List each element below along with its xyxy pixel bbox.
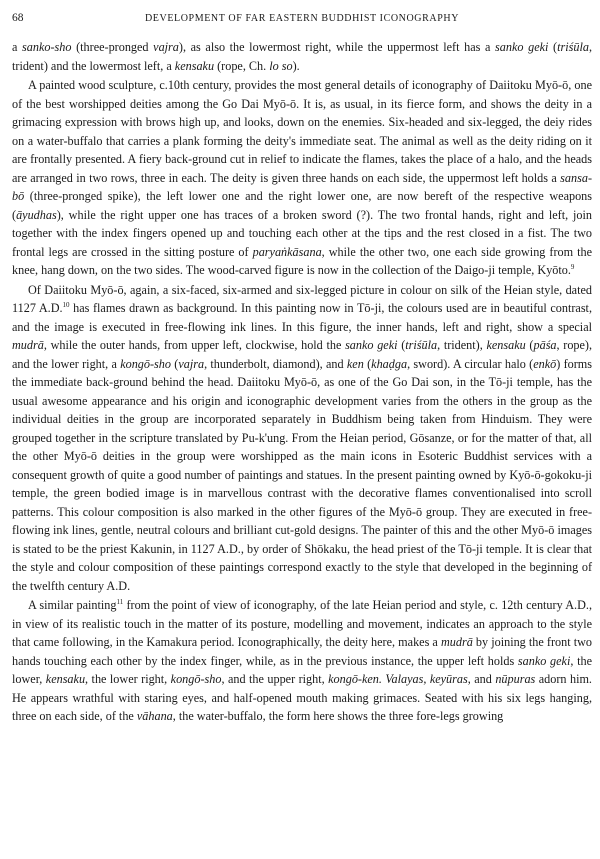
page-number: 68 [12,12,24,24]
italic-term: triśūla [405,338,438,352]
text-run: (rope, Ch. [214,58,270,73]
running-head: DEVELOPMENT OF FAR EASTERN BUDDHIST ICONOGRAPHY [144,13,460,24]
italic-term: triśūla [557,40,589,54]
text-run: , thunderbolt, diamond), and [204,356,347,371]
text-run: , while the other two, one each side growing from the knee, hang down, on the two sides. The wood-carved figure is now in the collection of the Daigo-ji temple, Kyōto. [12,244,593,277]
text-run: ( [548,40,558,54]
footnote-ref: 10 [62,300,70,309]
text-run: , the lower, [12,653,593,686]
text-run: ). [292,58,300,73]
text-run: , sword). A circular halo ( [407,356,534,371]
text-run: A similar painting [28,598,117,612]
italic-term: vajra [178,356,205,371]
text-run: ( [397,338,406,352]
text-run: from the point of view of iconography, of the late Heian period and style, c. 12th century A.D., in view of its realistic touch in the matter of its posture, modelling and movement, indicates an approach to the style that came following, in the Kamakura period. Iconographically, the deity here, makes a [12,598,592,649]
page-body [12,38,592,726]
italic-term: ken [346,356,364,371]
text-run: has flames drawn as background. In this painting now in Tō-ji, the colours used are in beautiful contrast, and the image is executed in free-flowing ink lines. In this figure, the inner hands, left and right, show a special [12,301,592,334]
text-run: adorn him. He appears wrathful with staring eyes, and half-opened mouth making grimaces. Seated with his six legs hanging, three on each side, of the [12,672,592,723]
text-run: , the water-buffalo, the form here shows the three fore-legs growing [172,709,504,723]
text-run: , the lower right, [85,672,171,686]
italic-term: vāhana [136,709,173,723]
italic-term: nūpuras [495,672,536,686]
italic-term: sanko geki [345,338,398,352]
footnote-ref: 9 [570,262,575,271]
italic-term: kongō-sho [170,672,222,686]
text-run: A painted wood sculpture, c.10th century, provides the most general details of iconography of Daiitoku Myō-ō, one of the best worshipped deities among the Go Dai Myō-ō. It is, as usual, in its fierce form, and shows the deity in a grimacing expression with brows high up, and looks, down on the enemies. Six-headed and six-legged, the deiy rides on a water-buffalo that carries a plank forming the deity's immediate seat. The animal as well as the deity riding on it are frontally presented. A fiery back-ground cut in relief to indicate the flames, takes the place of a halo, and the heads are arranged in two rows, three in each. The deity is given three hands on each side, the uppermost left holds a [12,78,592,185]
text-run: , while the outer hands, from upper left, clockwise, hold the [43,338,346,352]
italic-term: sanko geki [517,653,571,668]
italic-term: pāśa [533,338,557,352]
italic-term: khaḍga [371,356,408,371]
italic-term: kongō-sho [120,356,171,371]
text-run: , rope), and the lower right, a [12,338,593,371]
italic-term: sansa-bō [12,170,592,203]
italic-term: paryaṅkāsana [252,244,322,259]
text-run: ( [363,356,372,371]
italic-term: kensaku [45,672,86,686]
italic-term: sanko-sho [22,40,72,54]
text-run: ( [170,356,179,371]
text-run: (three-pronged spike), the left lower one and the right lower one, are now bereft of the respective weapons ( [12,189,592,222]
text-run: Of Daiitoku Myō-ō, again, a six-faced, six-armed and six-legged picture in colour on silk of the Heian style, dated 1127 A.D. [12,282,592,315]
italic-term: lo so [269,58,293,73]
text-run: (three-pronged [71,40,154,54]
italic-term: vajra [153,40,179,54]
text-run: , trident), [437,338,487,352]
text-run: , and [467,672,496,686]
italic-term: kongō-ken. Valayas, keyūras [328,672,468,686]
paragraph [12,281,592,596]
italic-term: sanko geki [495,40,549,54]
paragraph [12,596,592,726]
italic-term: āyudhas [16,207,57,222]
text-run: ) forms the immediate back-ground behind the head. Daiitoku Myō-ō, as one of the Go Dai son, in the Tō-ji temple, has the usual awesome appearance and his origin and iconographic development varies from the others in the group as the individual deities in the group are incorporated separately in Buddhism being taken from Hinduism. They were grouped together in the scripture translated by Pu-k'ung. From the Heian period, Gōsanze, or for the matter of that, all the other Myō-ō deities in the group were worshipped as the main icons in Esoteric Buddhist services with a consequent growth of quite a good number of paintings and statues. In the present painting owned by Kyō-ō-gokoku-ji temple, the green bodied image is in marvellous contrast with the decorative flames conventionalised into scroll patterns. This colour composition is also marked in the other figures of the Myō-ō group. They are executed in free-flowing ink lines, gentle, neutral colours and brilliant cut-gold designs. The painter of this and the other Myō-ō images is stated to be the priest Kakunin, in 1127 A.D., by order of Shōkaku, the head priest of the Tō-ji temple. It is clear that the style and colour composition of these paintings correspond exactly to the style that developed in the beginning of the twelfth century A.D. [12,356,593,593]
paragraph [12,38,592,75]
italic-term: enkō [533,356,557,371]
text-run: ), as also the lowermost right, while the uppermost left has a [178,40,496,54]
text-run: , trident) and the lowermost left, a [12,40,592,73]
footnote-ref: 11 [116,597,124,606]
text-run: , and the upper right, [221,672,329,686]
text-run: ( [525,338,534,352]
text-run: ), while the right upper one has traces of a broken sword (?). The two frontal hands, right and left, join together with the index fingers opened up and touching each other at the tips and the rest closed in a fist. The two frontal legs are crossed in the sitting posture of [12,207,592,259]
italic-term: kensaku [174,58,215,73]
page-header [12,12,592,30]
italic-term: kensaku [486,338,526,352]
paragraph [12,76,592,280]
italic-term: mudrā [440,635,473,649]
text-run: by joining the front two hands touching each other by the index finger, while, as in the previous instance, the upper left holds [12,635,592,668]
text-run: a [12,40,23,54]
italic-term: mudrā [12,338,44,352]
